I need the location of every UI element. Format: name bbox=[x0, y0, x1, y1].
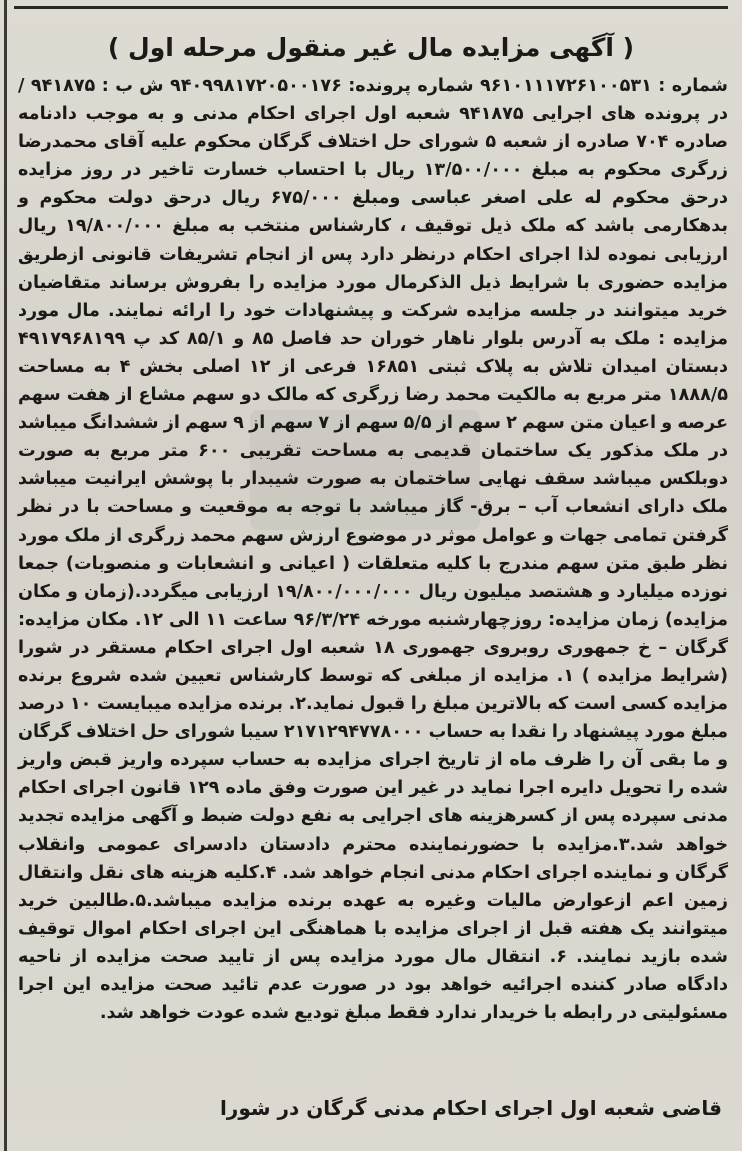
judge-signature-line: قاضی شعبه اول اجرای احکام مدنی گرگان در شورا bbox=[219, 1096, 722, 1120]
top-border-line bbox=[14, 6, 728, 9]
left-border-line bbox=[4, 0, 7, 1151]
notice-body: شماره : ۹۶۱۰۱۱۱۷۲۶۱۰۰۵۳۱ شماره پرونده: ۹۴۰۹۹۸۱۷۲۰۵۰۰۱۷۶ ش ب : ۹۴۱۸۷۵ /در پرونده های اجرایی ۹۴۱۸۷۵ شعبه اول اجرای احکام مدنی و به موجب دادنامه صادره ۷۰۴ صادره از شعبه ۵ شورای حل اختلاف گرگان محکوم علیه آقای محمدرضا زرگری محکوم به مبلغ ۱۳/۵۰۰/۰۰۰ ریال با احتساب خسارت تاخیر در روز مزایده درحق محکوم له علی اصغر عباسی ومبلغ ۶۷۵/۰۰۰ ریال درحق دولت محکوم و بدهکارمی باشد که ملک ذیل توقیف ، کارشناس منتخب به مبلغ ۱۹/۸۰۰/۰۰۰ ریال ارزیابی نموده لذا اجرای احکام درنظر دارد پس از انجام تشریفات قانونی ازطریق مزایده حضوری با شرایط ذیل الذکرمال مورد مزایده را بفروش برساند متقاضیان خرید میتوانند در جلسه مزایده شرکت و پیشنهادات خود را ارائه نمایند. مال مورد مزایده : ملک به آدرس بلوار ناهار خوران حد فاصل ۸۵ و ۸۵/۱ کد پ ۴۹۱۷۹۶۸۱۹۹ دبستان امیدان تلاش به پلاک ثبتی ۱۶۸۵۱ فرعی از ۱۲ اصلی بخش ۴ به مساحت ۱۸۸۸/۵ متر مربع به مالکیت محمد رضا زرگری که مالک دو سهم مشاع از هفت سهم عرصه و اعیان متن سهم ۲ سهم از ۵/۵ سهم از ۷ سهم از ۹ سهم از ششدانگ میباشد در ملک مذکور یک ساختمان قدیمی به مساحت تقریبی ۶۰۰ متر مربع به صورت دوبلکس میباشد سقف نهایی ساختمان به صورت شیبدار با پوشش ایرانیت میباشد ملک دارای انشعاب آب – برق- گاز میباشد با توجه به موقعیت و مساحت با در نظر گرفتن تمامی جهات و عوامل موثر در موضوع ارزش سهم محمد زرگری از ملک مورد نظر طبق متن سهم مندرج با کلیه متعلقات ( اعیانی و انشعابات و منصوبات) جمعا نوزده میلیارد و هشتصد میلیون ریال ۱۹/۸۰۰/۰۰۰/۰۰۰ ارزیابی میگردد.(زمان و مکان مزایده) زمان مزایده: روزچهارشنبه مورخه ۹۶/۳/۲۴ ساعت ۱۱ الی ۱۲. مکان مزایده: گرگان – خ جمهوری روبروی جهموری ۱۸ شعبه اول اجرای احکام مستقر در شورا (شرایط مزایده ) ۱. مزایده از مبلغی که توسط کارشناس تعیین شده شروع برنده مزایده کسی است که بالاترین مبلغ را قبول نماید.۲. برنده مزایده میبایست ۱۰ درصد مبلغ مورد پیشنهاد را نقدا به حساب ۲۱۷۱۲۹۴۷۷۸۰۰۰ سیبا شورای حل اختلاف گرگان و ما بقی آن را ظرف ماه از تاریخ اجرای مزایده به حساب سپرده واریز قبض واریز شده را تحویل دایره اجرا نماید در غیر این صورت وفق ماده ۱۲۹ قانون اجرای احکام مدنی سپرده پس از کسرهزینه های اجرایی به نفع دولت ضبط و آگهی مزایده تجدید خواهد شد.۳.مزایده با حضورنماینده محترم دادستان دادسرای عمومی وانقلاب گرگان و نماینده اجرای احکام مدنی انجام خواهد شد. ۴.کلیه هزینه های نقل وانتقال زمین اعم ازعوارض مالیات وغیره به عهده برنده مزایده میباشد.۵.طالبین خرید میتوانند یک هفته قبل از اجرای مزایده با هماهنگی این اجرای احکام اموال توقیف شده بازید نمایند. ۶. انتقال مال مورد مزایده پس از تایید صحت مزایده از ناحیه دادگاه صادر کننده اجرائیه خواهد بود در صورت عدم تائید صحت مزایده این اجرا مسئولیتی در رابطه با خریدار ندارد فقط مبلغ تودیع شده عودت خواهد شد. bbox=[18, 76, 729, 1024]
notice-headline: ( آگهی مزایده مال غیر منقول مرحله اول ) bbox=[107, 33, 635, 62]
